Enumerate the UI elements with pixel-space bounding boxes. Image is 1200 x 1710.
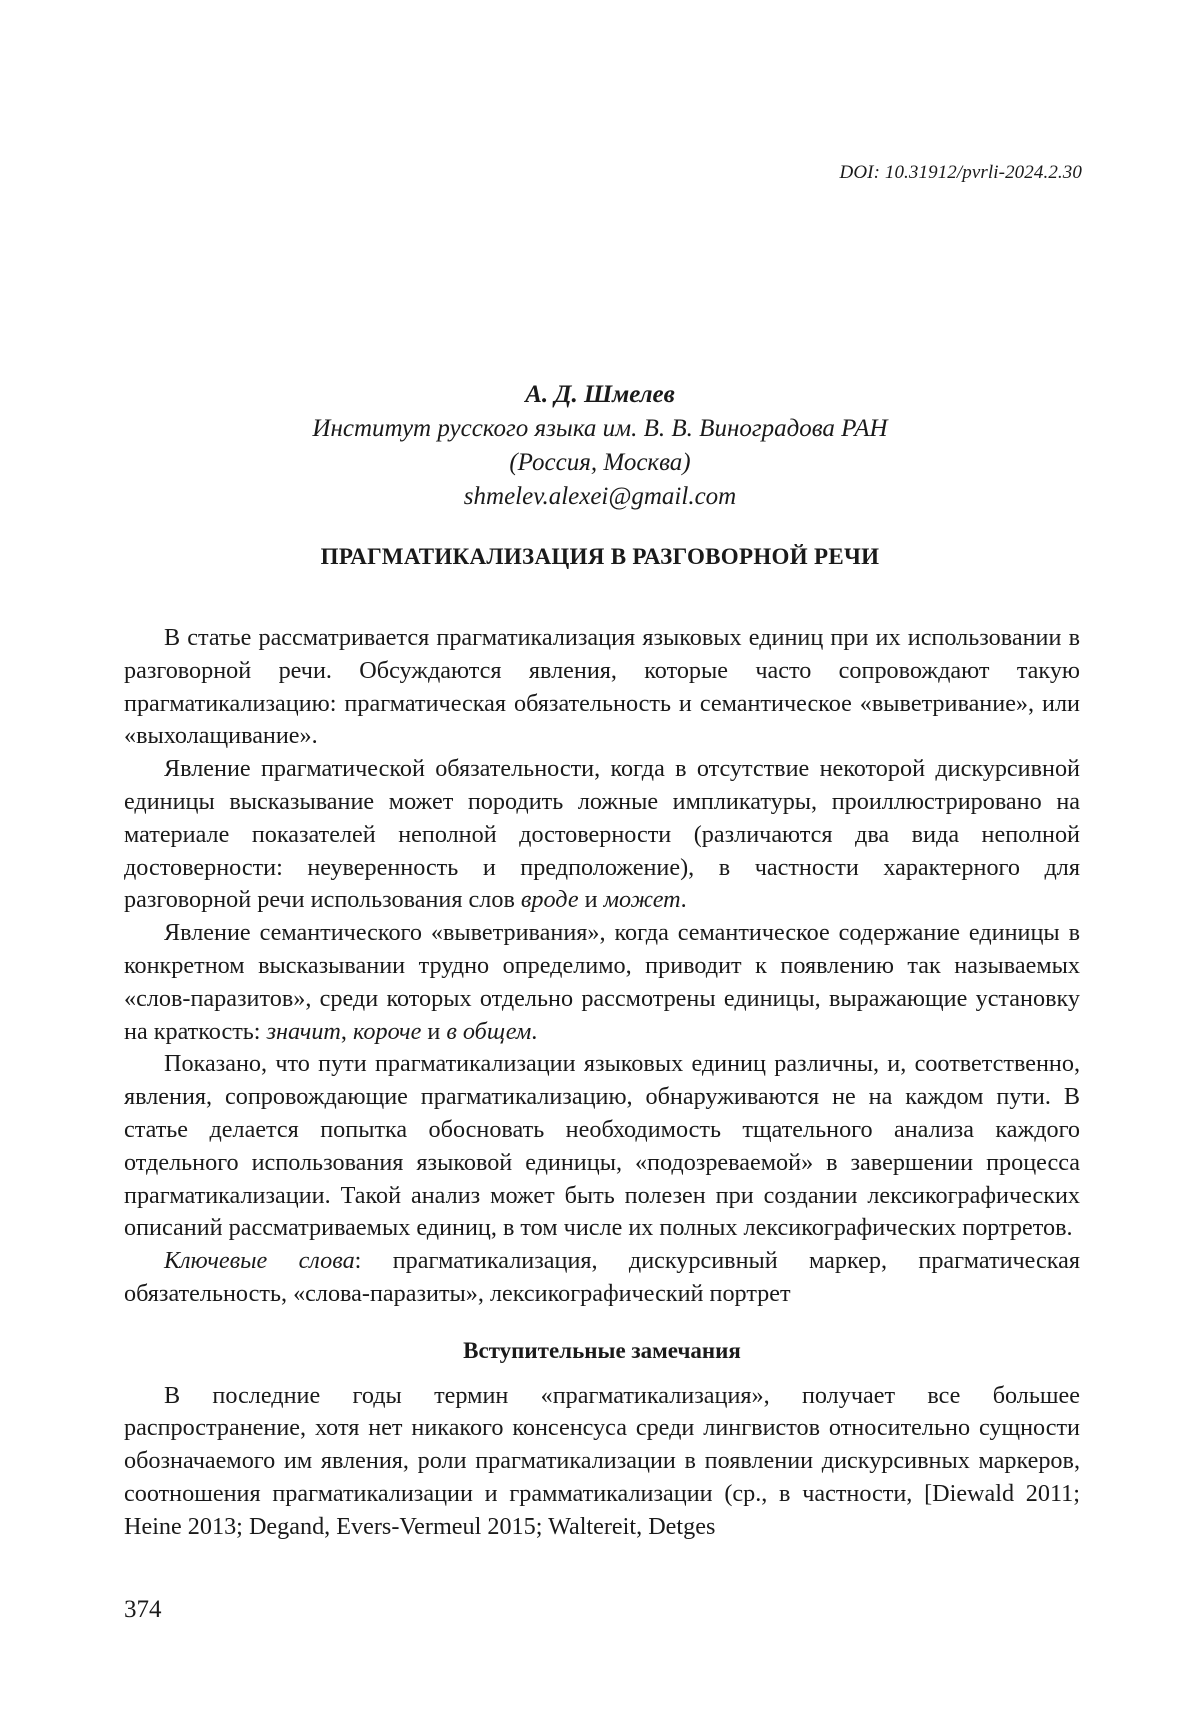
conjunction: и (421, 1017, 447, 1045)
abstract-paragraph-1: В статье рассматривается прагматикализация языковых единиц при их использовании в разговорной речи. Обсуждаются явления, которые часто сопровождают такую прагматикализацию: прагматическая обязательность и семантическое «выветривание», или «выхолащивание». (124, 624, 1080, 750)
author-institution: Институт русского языка им. В. В. Виноградова РАН (312, 415, 888, 442)
article-title: ПРАГМАТИКАЛИЗАЦИЯ В РАЗГОВОРНОЙ РЕЧИ (320, 544, 880, 569)
keywords-list: : прагматикализация, дискурсивный маркер, прагматическая обязательность, «слова-паразиты», лексикографический портрет (124, 1247, 1080, 1307)
keywords (124, 1245, 1080, 1311)
section-paragraph-1: В последние годы термин «прагматикализация», получает все большее распространение, хотя нет никакого консенсуса среди лингвистов относительно сущности обозначаемого им явления, роли прагматикализации в появлении дискурсивных маркеров, соотношения прагматикализации и грамматикализации (ср., в частности, [Diewald 2011; Heine 2013; Degand, Evers-Vermeul 2015; Waltereit, Detges (124, 1381, 1080, 1540)
punctuation: , (340, 1017, 353, 1045)
abstract-paragraph-4: Показано, что пути прагматикализации языковых единиц различны, и, соответственно, явления, сопровождающие прагматикализацию, обнаруживаются не на каждом пути. В статье делается попытка обосновать необходимость тщательного анализа каждого отдельного использования языковой единицы, «подозреваемой» в завершении процесса прагматикализации. Такой анализ может быть полезен при создании лексикографических описаний рассматриваемых единиц, в том числе их полных лексикографических портретов. (124, 1050, 1080, 1242)
abstract-paragraph-3-text: Явление семантического «выветривания», когда семантическое содержание единицы в конкретном высказывании трудно определимо, приводит к появлению так называемых «слов-паразитов», среди которых отдельно рассмотрены единицы, выражающие установку на краткость: (124, 919, 1080, 1045)
author-location: (Россия, Москва) (509, 449, 691, 476)
punctuation: . (680, 886, 687, 914)
page-number: 374 (124, 1596, 162, 1623)
term-vrode: вроде (520, 886, 579, 914)
author-name: А. Д. Шмелев (525, 381, 675, 408)
term-koroche: короче (352, 1017, 422, 1045)
doi-identifier: DOI: 10.31912/pvrli-2024.2.30 (839, 162, 1082, 183)
term-znachit: значит (266, 1017, 341, 1045)
article-body (124, 622, 1080, 1544)
punctuation: . (531, 1017, 538, 1045)
author-block (150, 378, 1050, 514)
keywords-label: Ключевые слова (164, 1247, 355, 1275)
abstract-paragraph-2-text: Явление прагматической обязательности, когда в отсутствие некоторой дискурсивной единицы высказывание может породить ложные импликатуры, проиллюстрировано на материале показателей неполной достоверности (различаются два вида неполной достоверности: неуверенность и предположение), в частности характерного для разговорной речи использования слов (124, 755, 1080, 914)
conjunction: и (578, 886, 604, 914)
abstract-paragraph-2 (124, 753, 1080, 917)
term-v-obshchem: в общем (446, 1017, 532, 1045)
abstract-paragraph-3 (124, 917, 1080, 1048)
term-mozhet: может (603, 886, 681, 914)
section-heading: Вступительные замечания (463, 1337, 741, 1363)
author-email: shmelev.alexei@gmail.com (463, 483, 737, 510)
